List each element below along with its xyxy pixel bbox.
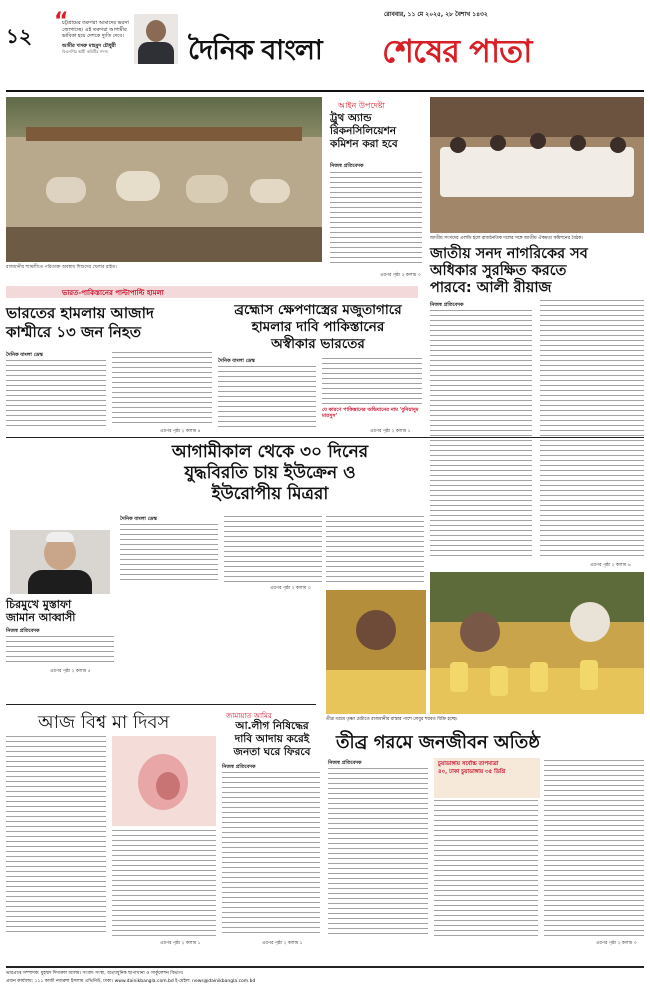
story1-continue[interactable]: এরপর পৃষ্ঠা ২ কলাম ৩ bbox=[380, 273, 421, 278]
quote-author-photo bbox=[134, 14, 178, 64]
quote-role: বিএনপির স্থায়ী কমিটির সদস্য bbox=[62, 49, 109, 54]
story2-body-col2 bbox=[540, 300, 644, 560]
obituary-photo bbox=[10, 530, 110, 594]
lemonade-caption: তীব্র গরমে তৃষ্ণা মেটাতে রাজধানীর রাস্তার পাশে লেবুর শরবত বিক্রি হচ্ছে। bbox=[326, 717, 458, 722]
story6-byline: নিজস্ব প্রতিবেদক bbox=[6, 628, 40, 634]
mothers-day-illustration bbox=[112, 736, 216, 826]
story5-body-col3 bbox=[326, 516, 424, 582]
story9-continue[interactable]: এরপর পৃষ্ঠা ২ কলাম ৩ bbox=[596, 941, 637, 946]
story3-byline: দৈনিক বাংলা ডেস্ক bbox=[6, 352, 43, 358]
quote-author: আমীর খসরু মাহমুদ চৌধুরী bbox=[62, 42, 116, 49]
story1-body bbox=[330, 172, 422, 267]
story7-headline[interactable]: আজ বিশ্ব মা দিবস bbox=[38, 712, 170, 733]
meeting-photo bbox=[430, 97, 644, 233]
story8-continue[interactable]: এরপর পৃষ্ঠা ২ কলাম ১ bbox=[262, 941, 303, 946]
story4-byline: দৈনিক বাংলা ডেস্ক bbox=[218, 358, 255, 364]
story7-body-col2 bbox=[112, 830, 216, 936]
story4-body-col1 bbox=[218, 366, 316, 428]
story4-continue[interactable]: এরপর পৃষ্ঠা ২ কলাম ১ bbox=[370, 429, 411, 434]
carousel-caption: রাজধানীর শ্যামলীতে পরিত্যক্ত অবস্থায় শিশুদের খেলার রাইড। bbox=[6, 265, 117, 270]
lemonade-photo-2 bbox=[326, 590, 426, 714]
story5-headline[interactable]: আগামীকাল থেকে ৩০ দিনের যুদ্ধবিরতি চায় ইউক্রেন ও ইউরোপীয় মিত্ররা bbox=[171, 442, 369, 504]
story1-byline: নিজস্ব প্রতিবেদক bbox=[330, 163, 364, 169]
story8-kicker: জামায়াত আমির bbox=[226, 712, 272, 720]
story2-continue[interactable]: এরপর পৃষ্ঠা ২ কলাম ৬ bbox=[590, 563, 631, 568]
story9-body-col1 bbox=[328, 768, 428, 936]
story5-body-col2 bbox=[224, 516, 322, 582]
story8-byline: নিজস্ব প্রতিবেদক bbox=[222, 764, 256, 770]
story6-body bbox=[6, 636, 114, 666]
story6-headline[interactable]: চিরমুখে মুস্তাফা জামান আব্বাসী bbox=[6, 598, 76, 624]
meeting-caption: জাতীয় সংসদের এলডি হলে রাজনৈতিক দলের সঙ্গে জাতীয় ঐকমত্য কমিশনের বৈঠক। bbox=[430, 236, 583, 241]
story3-headline[interactable]: ভারতের হামলায় আজাদ কাশ্মীরে ১৩ জন নিহত bbox=[6, 304, 154, 341]
story5-continue[interactable]: এরপর পৃষ্ঠা ২ কলাম ৩ bbox=[270, 586, 311, 591]
footer-divider bbox=[6, 966, 644, 968]
story2-headline[interactable]: জাতীয় সনদ নাগরিকের সব অধিকার সুরক্ষিত করতে পারবে: আলী রীয়াজ bbox=[430, 246, 588, 296]
story9-body-col3 bbox=[544, 760, 644, 936]
story4-headline[interactable]: ব্রহ্মোস ক্ষেপণাস্ত্রের মজুতাগারে হামলার দাবি পাকিস্তানের অস্বীকার ভারতের bbox=[234, 302, 402, 352]
story9-body-col2 bbox=[434, 800, 538, 936]
story3-continue[interactable]: এরপর পৃষ্ঠা ২ কলাম ৪ bbox=[160, 429, 201, 434]
footer-line1: ভারপ্রাপ্ত সম্পাদক: মুহম্মদ দিদারুল আলম। সংবাদ সংস্থা, অত্যাধুনিক ছাপাখানা ও সার্কুলেশন বিভাগ। bbox=[6, 971, 184, 976]
story1-kicker: আইন উপদেষ্টা bbox=[338, 101, 386, 110]
story4-subhead: যে কারণে পাকিস্তানের অভিযানের নাম 'বুনিয়ানুম মারসুস' bbox=[322, 407, 419, 419]
story1-headline[interactable]: ট্রুথ অ্যান্ড রিকনসিলিয়েশন কমিশন করা হবে bbox=[330, 112, 398, 150]
story2-byline: নিজস্ব প্রতিবেদক bbox=[430, 302, 464, 308]
story4-body-col2 bbox=[322, 358, 422, 406]
story8-headline[interactable]: আ.লীগ নিষিদ্ধের দাবি আদায় করেই জনতা ঘরে ফিরবে bbox=[233, 720, 311, 758]
story2-body-col1 bbox=[430, 310, 532, 560]
divider-2 bbox=[6, 704, 316, 705]
date-line: রোববার, ১১ মে ২০২৫, ২৮ বৈশাখ ১৪৩২ bbox=[384, 11, 488, 18]
masthead-divider bbox=[6, 90, 644, 92]
story7-body-col1 bbox=[6, 736, 106, 936]
footer-line2: প্রধান কার্যালয়: ১১১ কাজী নজরুল ইসলাম এভিনিউ, ঢাকা। www.dainikbangla.com.bd ই-মেইল: news@dainikbangla.com.bd bbox=[6, 979, 256, 984]
story5-body-col1 bbox=[120, 524, 218, 582]
story9-byline: নিজস্ব প্রতিবেদক bbox=[328, 760, 362, 766]
story6-continue[interactable]: এরপর পৃষ্ঠা ২ কলাম ৫ bbox=[50, 669, 91, 674]
divider-1 bbox=[6, 437, 644, 438]
story3-body-col2 bbox=[112, 352, 212, 426]
story9-headline[interactable]: তীব্র গরমে জনজীবন অতিষ্ঠ bbox=[336, 732, 541, 753]
page-number: ১২ bbox=[6, 24, 32, 48]
section-banner: ভারত-পাকিস্তানের পাল্টাপাল্টি হামলা bbox=[6, 286, 418, 298]
story3-body-col1 bbox=[6, 360, 106, 426]
story9-sidebar: চুয়াডাঙ্গায় সর্বোচ্চ তাপমাত্রা ৪০, ঢাকা চুয়াডাঙ্গায় ৩৫ ডিগ্রি bbox=[434, 758, 540, 798]
story8-body bbox=[222, 772, 320, 936]
masthead-quote: চট্টগ্রামের তরুণরা আমাদের ভরসা জোগাচ্ছে। এই তরুণরা আগামীর ভাবিকা হয়ে দেশকে দ্যুতি দেবে। আমীর খসরু মাহমুদ চৌধুরী বিএনপির স্থায়ী কমিটির সদস্য bbox=[62, 20, 132, 56]
brand-left[interactable]: দৈনিক বাংলা bbox=[188, 35, 322, 66]
lemonade-photo bbox=[430, 572, 644, 714]
story5-byline: দৈনিক বাংলা ডেস্ক bbox=[120, 516, 157, 522]
quote-mark-icon: “ bbox=[54, 9, 69, 34]
brand-right[interactable]: শেষের পাতা bbox=[382, 32, 532, 70]
carousel-photo bbox=[6, 97, 322, 262]
story7-continue[interactable]: এরপর পৃষ্ঠা ২ কলাম ১ bbox=[160, 941, 201, 946]
